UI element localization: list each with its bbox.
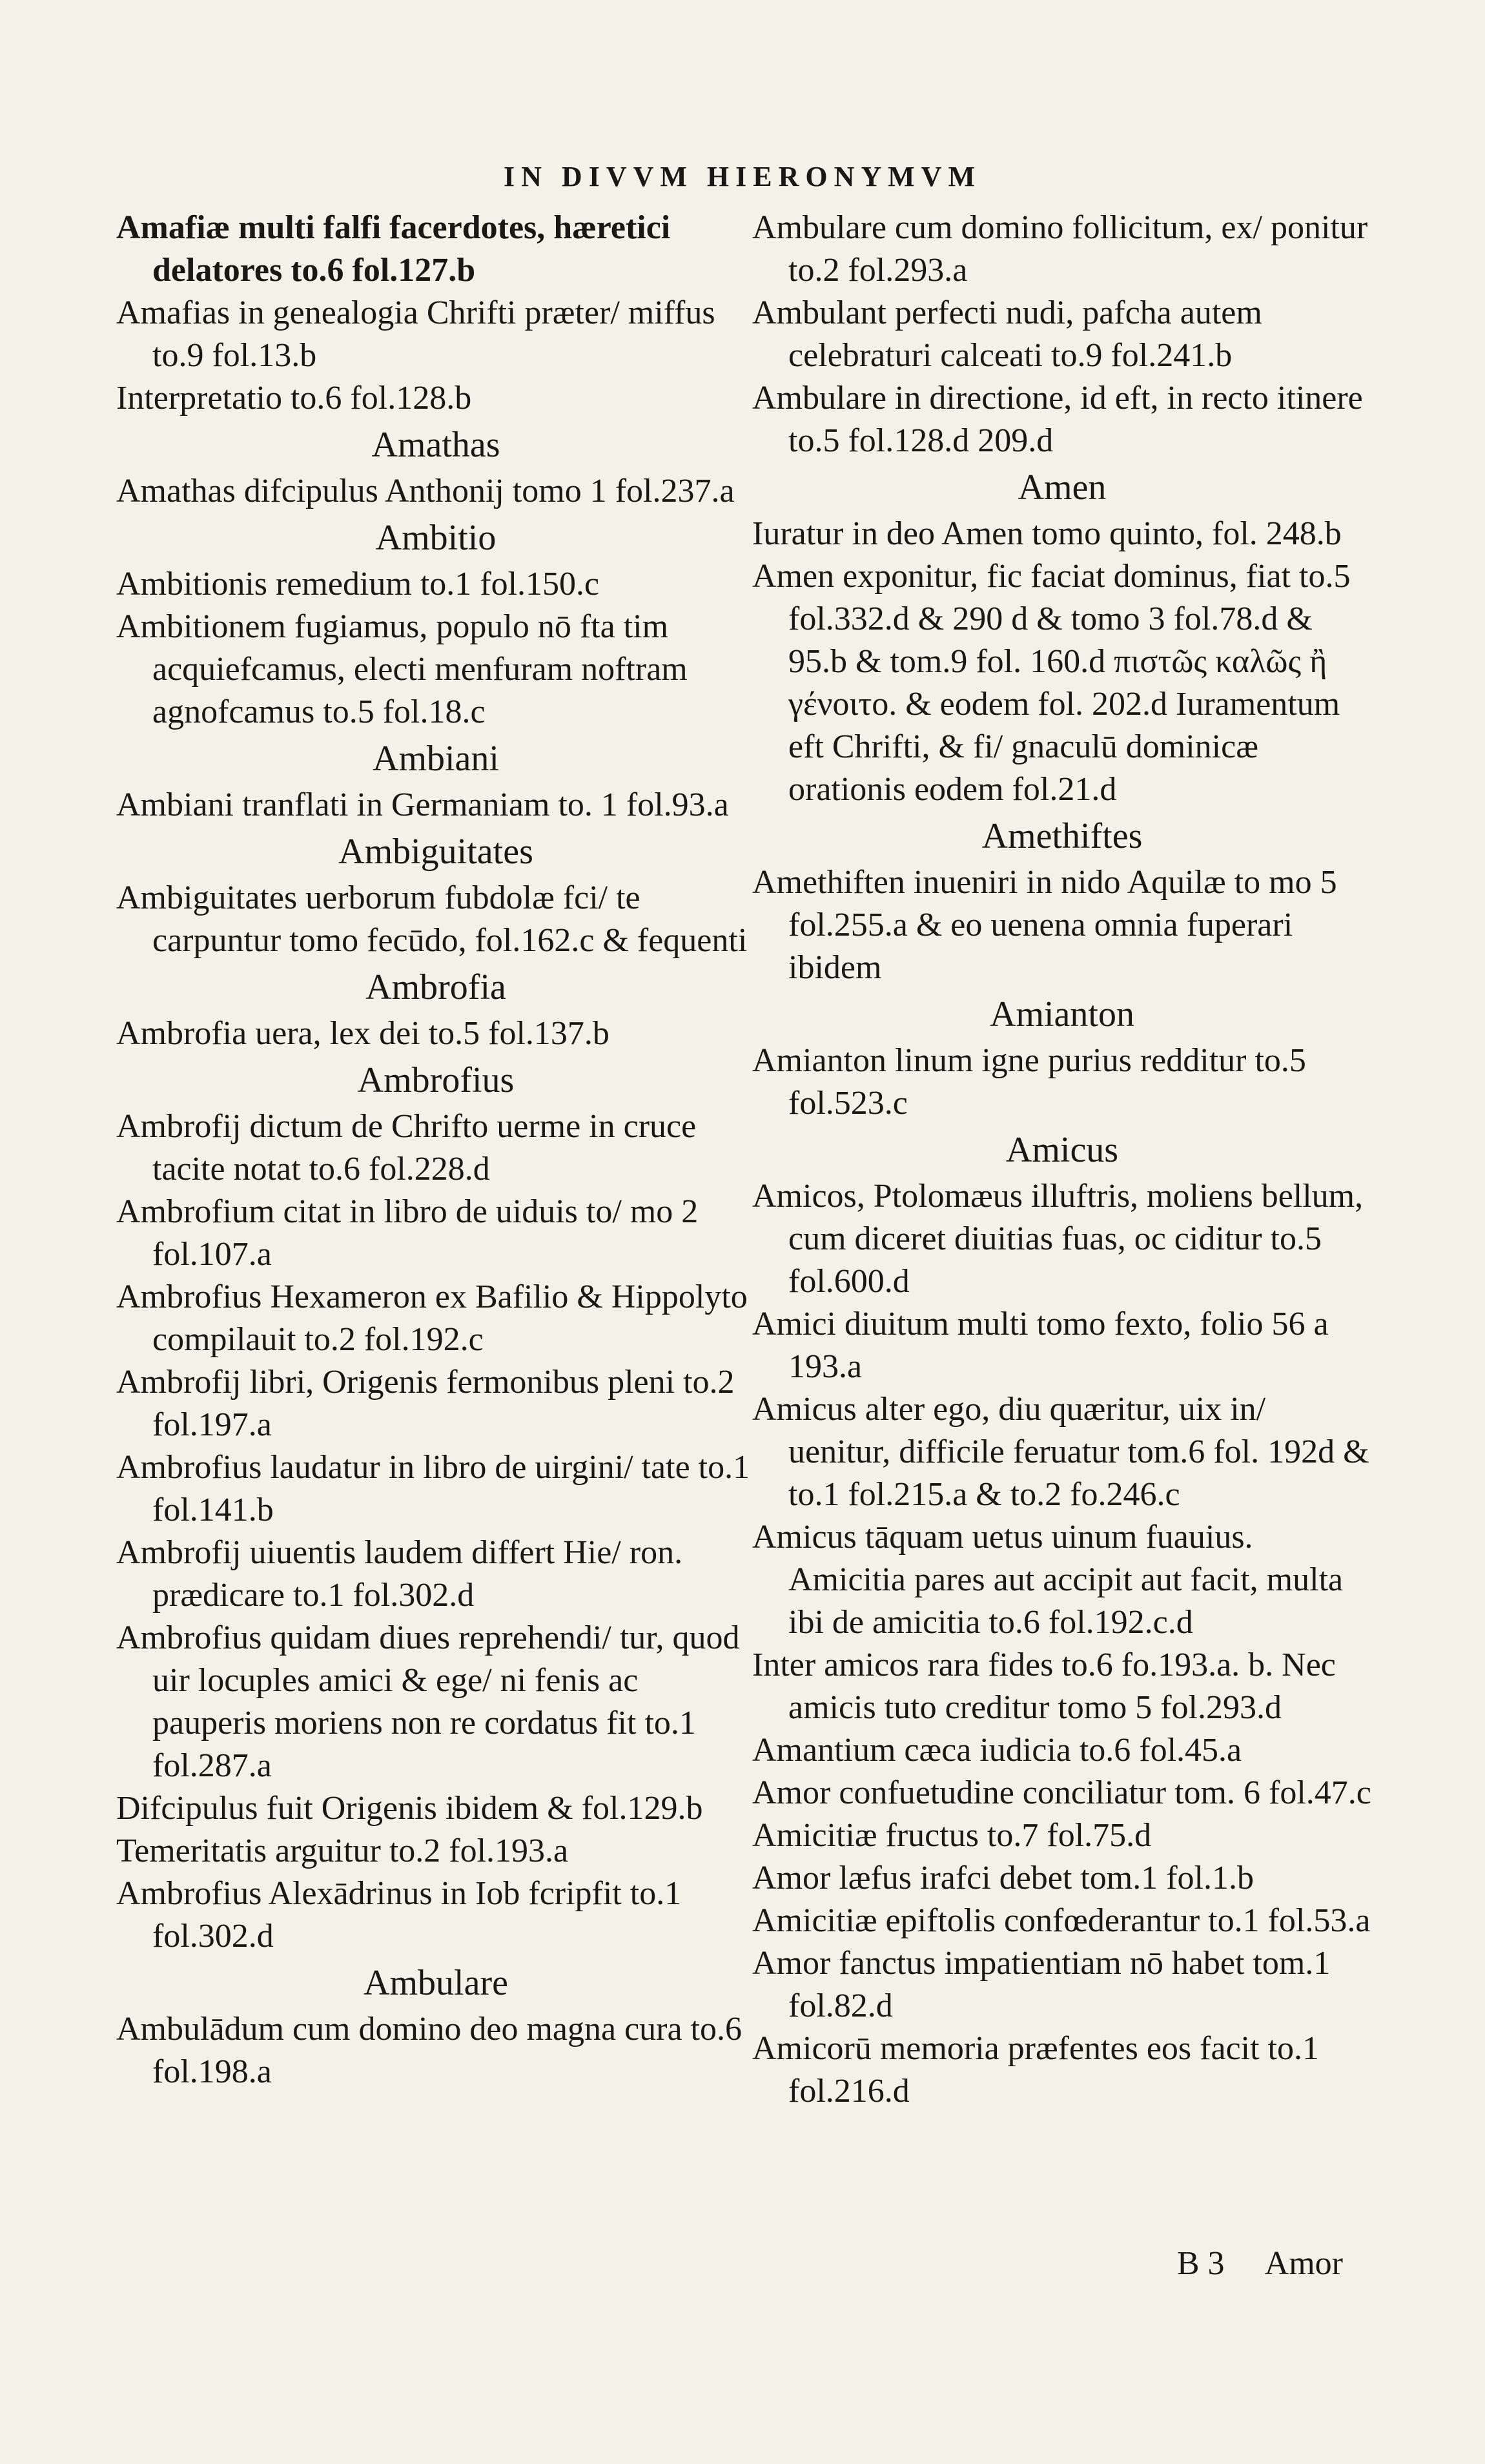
index-entry: Iuratur in deo Amen tomo quinto, fol. 248.b [752, 515, 1342, 552]
index-entry: Ambrofius Hexameron ex Bafilio & Hippolyto compilauit to.2 fol.192.c [116, 1278, 748, 1358]
index-heading: Amicus [1005, 1130, 1119, 1170]
index-entry: Temeritatis arguitur to.2 fol.193.a [116, 1833, 569, 1869]
index-heading: Ambrofia [365, 967, 506, 1007]
index-entry: Amicorū memoria præfentes eos facit to.1 fol.216.d [752, 2030, 1319, 2110]
index-entry: Amantium cæca iudicia to.6 fol.45.a [752, 1732, 1242, 1769]
index-entry: Amicitiæ epiftolis confœderantur to.1 fol.53.a [752, 1902, 1371, 1939]
index-entry: Ambulant perfecti nudi, pafcha autem celebraturi calceati to.9 fol.241.b [752, 294, 1262, 374]
index-entry: Amafiæ multi falfi facerdotes, hæretici delatores to.6 fol.127.b [116, 209, 671, 289]
index-entry: Amen exponitur, fic faciat dominus, fiat to.5 fol.332.d & 290 d & tomo 3 fol.78.d & 95.b & tom.9 fol. 160.d πιστῶς καλῶς ἢ γένοιτο. & eodem fol. 202.d Iuramentum eft Chrifti, & fi/ gnaculū dominicæ orationis eodem fol.21.d [752, 558, 1351, 808]
index-entry: Ambrofia uera, lex dei to.5 fol.137.b [116, 1015, 609, 1052]
index-entry: Inter amicos rara fides to.6 fo.193.a. b. Nec amicis tuto creditur tomo 5 fol.293.d [752, 1647, 1336, 1726]
index-entry: Ambrofius quidam diues reprehendi/ tur, quod uir locuples amici & ege/ ni fenis ac pauperis moriens non re cordatus fit to.1 fol.287.a [116, 1619, 740, 1784]
left-column [116, 207, 755, 2093]
index-heading: Ambitio [375, 518, 497, 558]
index-entry: Ambrofius laudatur in libro de uirgini/ tate to.1 fol.141.b [116, 1449, 750, 1528]
index-entry: Amathas difcipulus Anthonij tomo 1 fol.237.a [116, 473, 735, 509]
index-heading: Ambiani [373, 739, 499, 779]
index-heading: Ambulare [364, 1963, 508, 2003]
index-entry: Ambulādum cum domino deo magna cura to.6 fol.198.a [116, 2011, 742, 2090]
index-entry: Amicos, Ptolomæus illuftris, moliens bellum, cum diceret diuitias fuas, oc ciditur to.5 fol.600.d [752, 1178, 1364, 1300]
index-entry: Amicus tāquam uetus uinum fuauius. Amicitia pares aut accipit aut facit, multa ibi de amicitia to.6 fol.192.c.d [752, 1519, 1344, 1641]
running-head: IN DIVVM HIERONYMVM [504, 161, 981, 192]
index-entry: Ambrofium citat in libro de uiduis to/ mo 2 fol.107.a [116, 1193, 699, 1273]
index-entry: Amor confuetudine conciliatur tom. 6 fol.47.c [752, 1774, 1371, 1811]
index-entry: Amor fanctus impatientiam nō habet tom.1 fol.82.d [752, 1945, 1331, 2024]
signature-and-catchword [1177, 2244, 1343, 2283]
index-entry: Ambrofij libri, Origenis fermonibus pleni to.2 fol.197.a [116, 1364, 735, 1443]
index-entry: Interpretatio to.6 fol.128.b [116, 380, 472, 416]
index-entry: Ambulare in directione, id eft, in recto itinere to.5 fol.128.d 209.d [752, 380, 1363, 459]
index-entry: Ambrofij uiuentis laudem differt Hie/ ron. prædicare to.1 fol.302.d [116, 1534, 683, 1614]
index-entry: Ambiani tranflati in Germaniam to. 1 fol.93.a [116, 786, 729, 823]
index-entry: Ambrofius Alexādrinus in Iob fcripfit to.1 fol.302.d [116, 1875, 682, 1955]
index-entry: Amicitiæ fructus to.7 fol.75.d [752, 1817, 1152, 1854]
index-heading: Ambrofius [357, 1060, 515, 1100]
index-heading: Amathas [371, 425, 500, 465]
index-entry: Ambitionis remedium to.1 fol.150.c [116, 566, 600, 602]
index-entry: Amicus alter ego, diu quæritur, uix in/ uenitur, difficile feruatur tom.6 fol. 192d & to.1 fol.215.a & to.2 fo.246.c [752, 1391, 1369, 1513]
index-entry: Ambulare cum domino follicitum, ex/ ponitur to.2 fol.293.a [752, 209, 1368, 289]
catchword: Amor [1264, 2245, 1343, 2282]
index-heading: Amianton [990, 994, 1134, 1034]
index-entry: Amor læfus irafci debet tom.1 fol.1.b [752, 1860, 1254, 1896]
index-heading: Ambiguitates [338, 832, 533, 872]
index-heading: Amethiftes [981, 816, 1143, 856]
index-entry: Amianton linum igne purius redditur to.5 fol.523.c [752, 1042, 1306, 1122]
right-column [752, 207, 1372, 2113]
index-entry: Ambrofij dictum de Chrifto uerme in cruce tacite notat to.6 fol.228.d [116, 1108, 697, 1187]
index-entry: Amici diuitum multi tomo fexto, folio 56 a 193.a [752, 1306, 1329, 1385]
index-entry: Amethiften inueniri in nido Aquilæ to mo 5 fol.255.a & eo uenena omnia fuperari ibidem [752, 864, 1337, 986]
index-entry: Difcipulus fuit Origenis ibidem & fol.129.b [116, 1790, 703, 1827]
index-entry: Amafias in genealogia Chrifti præter/ miffus to.9 fol.13.b [116, 294, 715, 374]
index-entry: Ambiguitates uerborum fubdolæ fci/ te carpuntur tomo fecūdo, fol.162.c & fequenti [116, 879, 748, 959]
index-heading: Amen [1018, 467, 1107, 508]
index-entry: Ambitionem fugiamus, populo nō fta tim acquiefcamus, electi menfuram noftram agnofcamus to.5 fol.18.c [116, 608, 688, 730]
signature-mark: B 3 [1176, 2245, 1225, 2282]
